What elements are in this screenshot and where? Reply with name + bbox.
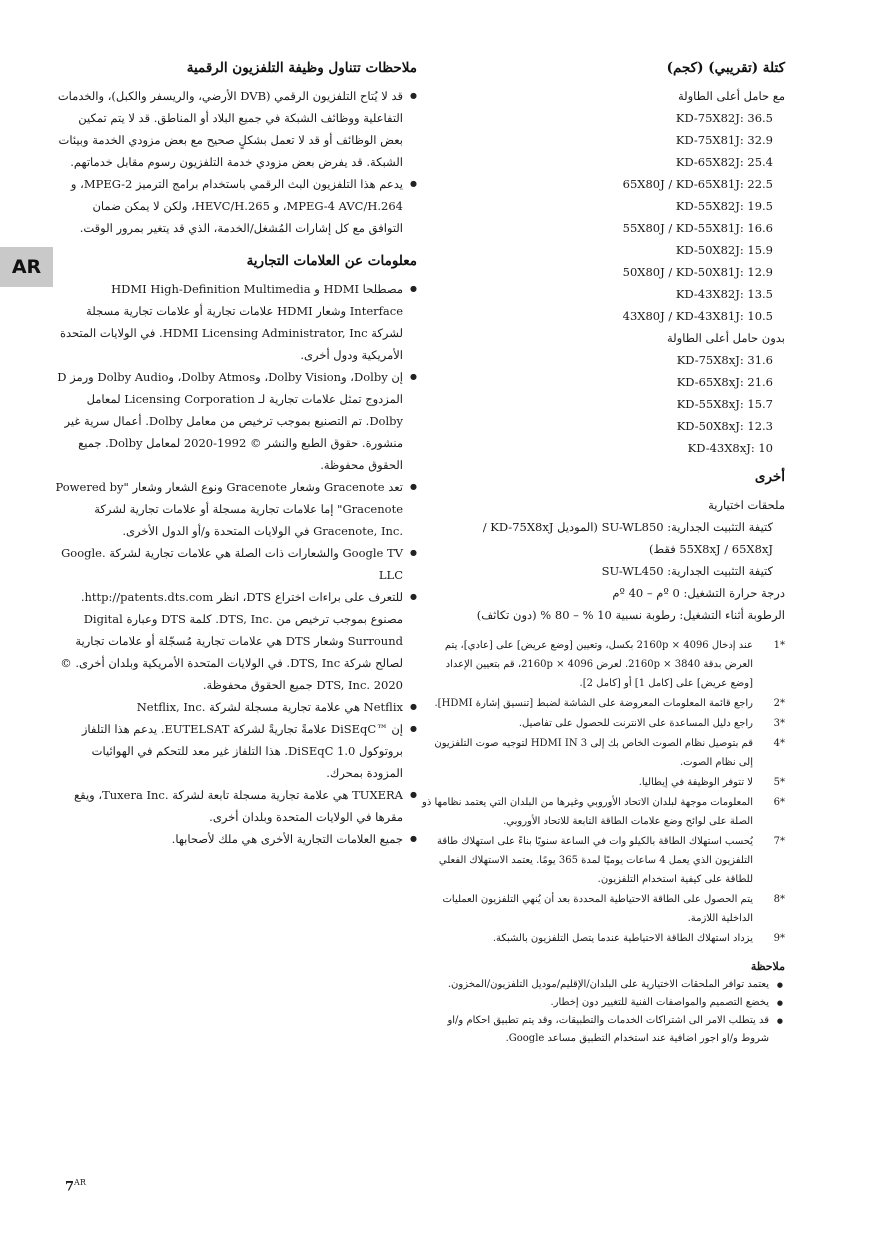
notes-column <box>55 58 417 862</box>
trademark-item: ● تعد Gracenote وشعار Gracenote ونوع الشعار وشعار "Powered by Gracenote" إما علامات تجارية مسجلة أو علامات تجارية لشركة .Gracenote, Inc في الولايات المتحدة و/أو الدول الأخرى. <box>55 476 417 542</box>
footnote-text: عند إدخال 4096 × 2160p بكسل، وتعيين [وضع عريض] على [عادي]، يتم العرض بدقة 3840 × 2160p. لعرض 4096 × 2160p، قم بتعيين الإعداد [وضع عريض] على [كامل 1] أو [كامل 2]. <box>444 640 753 689</box>
with-stand-list <box>420 107 785 327</box>
footnote <box>420 714 785 733</box>
footnote-text: راجع قائمة المعلومات المعروضة على الشاشة لضبط [تنسيق إشارة HDMI]. <box>434 698 753 709</box>
mass-value: 31.6 :KD-75X8xJ <box>676 353 773 367</box>
note-list <box>420 976 785 1048</box>
footnote-mark: *4 <box>773 738 785 749</box>
mass-value: 25.4 :KD-65X82J <box>675 155 773 169</box>
digital-tv-item: ● يدعم هذا التلفزيون البث الرقمي باستخدام برامج الترميز MPEG-2، و MPEG-4 AVC/H.264، و HEVC/H.265، ولكن لا يمكن ضمان التوافق مع كل إشارات المُشغل/الخدمة، الذي قد يتغير بمرور الوقت. <box>55 173 417 239</box>
wall-mount-450: كتيفة التثبيت الجدارية: SU-WL450 <box>601 564 773 578</box>
footnote <box>420 929 785 948</box>
note-title: ملاحظة <box>750 960 785 973</box>
digital-tv-item: ● قد لا يُتاح التلفزيون الرقمي (DVB الأرضي، والريسفر والكبل)، والخدمات التفاعلية ووظائف الشبكة في جميع البلاد أو المناطق. قد لا يتم تمكين بعض الوظائف أو قد لا تعمل بشكلٍ صحيح مع بعض مزودي الخدمة وبيئات الشبكة. قد يفرض بعض مزودي خدمة التلفزيون رسوم مقابل خدماتهم. <box>55 85 417 173</box>
footnote-text: يتم الحصول على الطاقة الاحتياطية المحددة بعد أن يُنهي التلفزيون العمليات الداخلية اللازمة. <box>442 894 753 924</box>
mass-value: 19.5 :KD-55X82J <box>675 199 773 213</box>
wall-mount-850: كتيفة التثبيت الجدارية: SU-WL850 (الموديل KD-75X8xJ / <box>482 520 773 534</box>
page-number-value: 7 <box>65 1179 75 1195</box>
footnote <box>420 832 785 889</box>
footnote-mark: *5 <box>773 777 785 788</box>
mass-value: 10 :KD-43X8xJ <box>687 441 773 455</box>
digital-tv-title: ملاحظات تتناول وظيفة التلفزيون الرقمية <box>186 60 417 76</box>
trademark-item: ● إن Dolby، وDolby Vision، وDolby Atmos، وDolby Audio ورمز D المزدوج تمثل علامات تجارية لـ Licensing Corporation لمعامل Dolby. تم التصنيع بموجب ترخيص من معامل Dolby. أعمال سرية غير منشورة. حقوق الطبع والنشر © 1992-2020 لمعامل Dolby. جميع الحقوق محفوظة. <box>55 366 417 476</box>
trademarks-list <box>55 278 417 850</box>
mass-value: 16.6 :55X80J / KD-55X81J <box>622 221 773 235</box>
note-item: ● يعتمد توافر الملحقات الاختيارية على البلدان/الإقليم/موديل التلفزيون/المخزون. <box>420 976 785 994</box>
footnote-text: المعلومات موجهة لبلدان الاتحاد الأوروبي وغيرها من البلدان التي يعتمد نظامها ذو الصلة على لوائح وضع علامات الطاقة التابعة للاتحاد الأوروبي. <box>422 797 753 827</box>
footnote <box>420 773 785 792</box>
trademarks-title: معلومات عن العلامات التجارية <box>246 253 417 269</box>
specs-column <box>420 58 785 1048</box>
mass-value: 12.3 :KD-50X8xJ <box>676 419 773 433</box>
footnote-text: لا تتوفر الوظيفة في إيطاليا. <box>638 777 753 788</box>
without-stand-label: بدون حامل أعلى الطاولة <box>667 331 785 345</box>
wall-mount-850-cont: 55X8xJ / 65X8xJ فقط) <box>648 542 773 556</box>
footnote <box>420 694 785 713</box>
footnote-text: قم بتوصيل نظام الصوت الخاص بك إلى HDMI IN 3 لتوجيه صوت التلفزيون إلى نظام الصوت. <box>434 738 753 768</box>
footnote-mark: *1 <box>773 640 785 651</box>
other-title: أخرى <box>754 469 785 485</box>
footnote <box>420 793 785 831</box>
footnote <box>420 636 785 693</box>
footnote-mark: *6 <box>773 797 785 808</box>
trademark-item: ● Netflix هي علامة تجارية مسجلة لشركة .Netflix, Inc <box>55 696 417 718</box>
trademark-item: ● مصطلحا HDMI و HDMI High-Definition Multimedia Interface وشعار HDMI علامات تجارية أو علامات تجارية مسجلة لشركة HDMI Licensing Administrator, Inc. في الولايات المتحدة الأمريكية ودول أخرى. <box>55 278 417 366</box>
footnotes <box>420 636 785 948</box>
digital-tv-list <box>55 85 417 239</box>
mass-value: 22.5 :65X80J / KD-65X81J <box>622 177 773 191</box>
trademark-item: ● Google TV والشعارات ذات الصلة هي علامات تجارية لشركة .Google LLC <box>55 542 417 586</box>
mass-value: 36.5 :KD-75X82J <box>675 111 773 125</box>
trademark-item: ● جميع العلامات التجارية الأخرى هي ملك لأصحابها. <box>55 828 417 850</box>
trademark-item: ● إن ™DiSEqC علامةً تجاريةً لشركة EUTELSAT. يدعم هذا التلفاز بروتوكول DiSEqC 1.0. هذا التلفاز غير معد للتحكم في الهوائيات المزودة بمحرك. <box>55 718 417 784</box>
operating-temperature: درجة حرارة التشغيل: 0 ºم – 40 ºم <box>612 586 785 600</box>
note-item: ● يخضع التصميم والمواصفات الفنية للتغيير دون إخطار. <box>420 994 785 1012</box>
footnote-text: يُحسب استهلاك الطاقة بالكيلو وات في الساعة سنويًا بناءً على استهلاك طاقة التلفزيون الذي يعمل 4 ساعات يوميًا لمدة 365 يومًا. يعتمد الاستهلاك الفعلي للطاقة على كيفية استخدام التلفزيون. <box>436 836 753 885</box>
footnote-mark: *7 <box>773 836 785 847</box>
mass-value: 10.5 :43X80J / KD-43X81J <box>622 309 773 323</box>
mass-title: كتلة (تقريبي) (كجم) <box>666 60 785 76</box>
page-number-suffix: AR <box>74 1178 86 1187</box>
with-stand-label: مع حامل أعلى الطاولة <box>677 89 785 103</box>
footnote-mark: *2 <box>773 698 785 709</box>
mass-value: 15.9 :KD-50X82J <box>675 243 773 257</box>
mass-value: 15.7 :KD-55X8xJ <box>676 397 773 411</box>
accessories-label: ملحقات اختيارية <box>708 498 785 512</box>
footnote <box>420 890 785 928</box>
page-number <box>65 1178 86 1194</box>
footnote-mark: *9 <box>773 933 785 944</box>
operating-humidity: الرطوبة أثناء التشغيل: رطوبة نسبية 10 % – 80 % (دون تكاثف) <box>476 608 785 622</box>
mass-value: 12.9 :50X80J / KD-50X81J <box>622 265 773 279</box>
mass-value: 32.9 :KD-75X81J <box>675 133 773 147</box>
footnote-mark: *3 <box>773 718 785 729</box>
footnote <box>420 734 785 772</box>
footnote-text: يزداد استهلاك الطاقة الاحتياطية عندما يتصل التلفزيون بالشبكة. <box>492 933 753 944</box>
footnote-text: راجع دليل المساعدة على الانترنت للحصول على تفاصيل. <box>518 718 753 729</box>
trademark-item: ● TUXERA هي علامة تجارية مسجلة تابعة لشركة .Tuxera Inc، ويقع مقرها في الولايات المتحدة وبلدان أخرى. <box>55 784 417 828</box>
note-item: ● قد يتطلب الامر الى اشتراكات الخدمات والتطبيقات، وقد يتم تطبيق احكام و/او شروط و/او اجور اضافية عند استخدام التطبيق مساعد Google. <box>420 1012 785 1048</box>
language-tab: AR <box>0 247 53 287</box>
mass-value: 13.5 :KD-43X82J <box>675 287 773 301</box>
mass-value: 21.6 :KD-65X8xJ <box>676 375 773 389</box>
without-stand-list <box>420 349 785 459</box>
trademark-item: ● للتعرف على براءات اختراع DTS، انظر http://patents.dts.com. مصنوع بموجب ترخيص من .DTS, Inc. كلمة DTS وعبارة Digital Surround وشعار DTS هي علامات تجارية مُسجّلة أو علامات تجارية لصالح شركة DTS, Inc. في الولايات المتحدة الأمريكية وبلدان أخرى. © 2020 .DTS, Inc جميع الحقوق محفوظة. <box>55 586 417 696</box>
footnote-mark: *8 <box>773 894 785 905</box>
